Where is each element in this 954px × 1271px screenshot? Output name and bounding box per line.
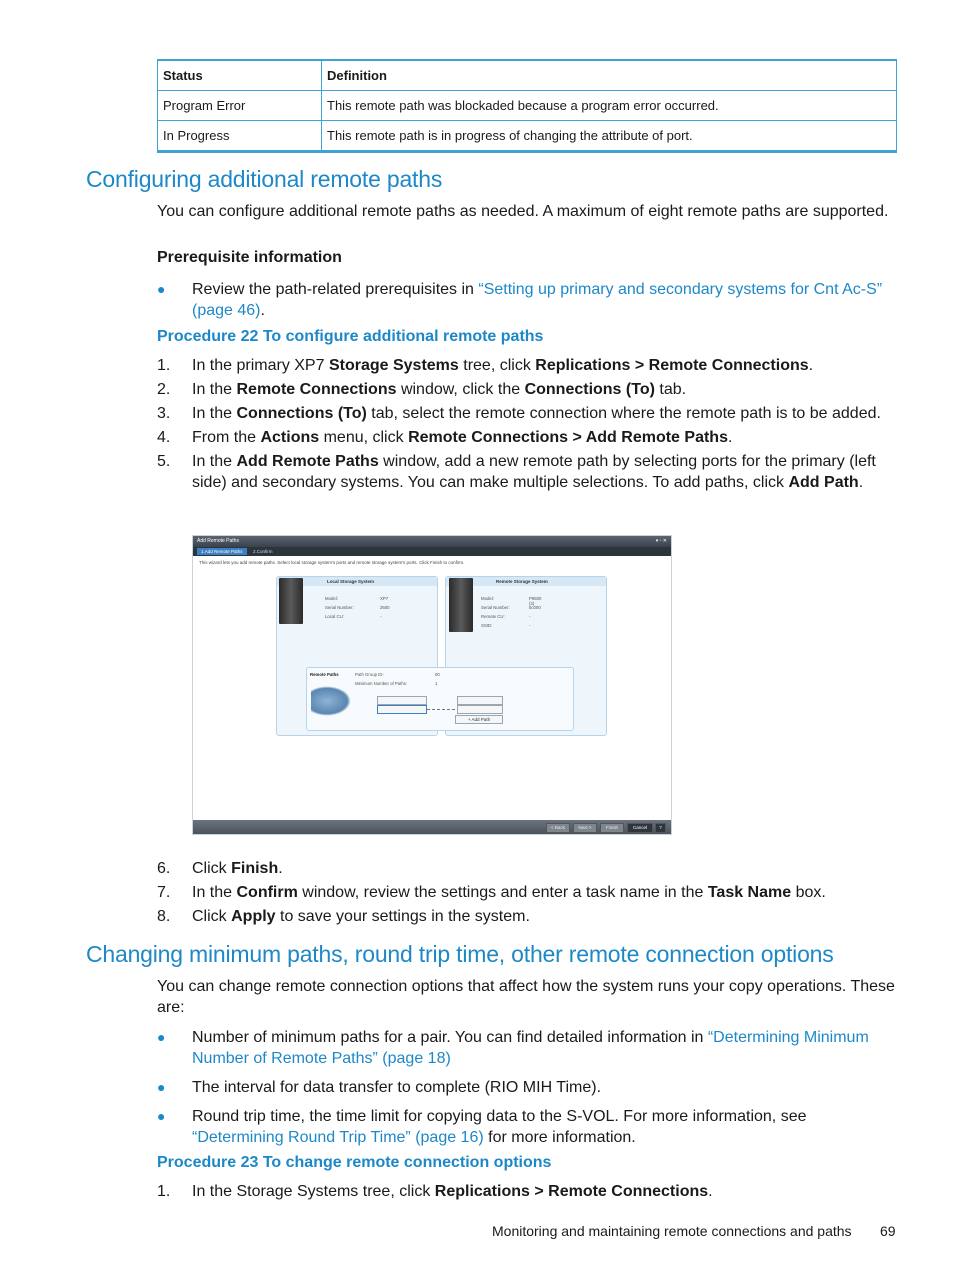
wizard-step-current: 1.Add Remote Paths (197, 548, 247, 555)
step-text: . (278, 860, 283, 877)
prerequisite-heading: Prerequisite information (157, 249, 342, 266)
step-bold: Confirm (236, 884, 298, 901)
step-bold: Replications > Remote Connections (434, 1183, 709, 1200)
table-header-row (158, 60, 897, 91)
step-text: In the Storage Systems tree, click (192, 1183, 435, 1200)
footer-title: Monitoring and maintaining remote connections and paths (492, 1223, 852, 1239)
table-row (158, 121, 897, 152)
table-header: Definition (322, 60, 897, 91)
step-bold: Connections (To) (236, 405, 367, 422)
local-server-icon (279, 578, 303, 624)
step-text: In the (192, 381, 237, 398)
remote-port-select[interactable] (457, 705, 503, 714)
step-text: to save your settings in the system. (275, 908, 530, 925)
bullet-text: Number of minimum paths for a pair. You can find detailed information in (192, 1029, 708, 1046)
wizard-button-bar (193, 820, 671, 834)
step-bold: Replications > Remote Connections (535, 357, 809, 374)
bullet-text: The interval for data transfer to complete (RIO MIH Time). (192, 1079, 602, 1096)
table-row (158, 91, 897, 121)
step-text: . (858, 474, 864, 491)
network-icon (311, 686, 351, 716)
table-cell: This remote path is in progress of changing the attribute of port. (322, 121, 897, 152)
step-item (157, 427, 897, 448)
cancel-button[interactable]: Cancel (627, 823, 653, 833)
bullet-text: Round trip time, the time limit for copying data to the S-VOL. For more information, see (192, 1108, 807, 1125)
step-text: . (708, 1183, 713, 1200)
path-connector (427, 709, 455, 710)
remote-field: SSID: - (481, 623, 531, 628)
help-icon[interactable]: ? (655, 823, 666, 833)
table-cell: Program Error (158, 91, 322, 121)
step-bold: Task Name (707, 884, 792, 901)
step-number: 2. (157, 381, 171, 398)
step-text: window, add a new remote path by selecting ports for the primary (left side) and secondary systems. You can make multiple selections. To add paths, click (192, 453, 876, 491)
step-text: In the (192, 453, 237, 470)
step-text: tree, click (458, 357, 536, 374)
step-number: 5. (157, 453, 171, 470)
step-text: Click (192, 860, 232, 877)
local-port-select[interactable] (377, 705, 427, 714)
status-table (157, 59, 897, 153)
list-item (157, 1077, 897, 1098)
bullet-tail: . (260, 302, 265, 319)
list-item (157, 1027, 897, 1069)
next-button[interactable]: Next > (573, 823, 597, 833)
bullet-icon: ● (157, 1079, 166, 1095)
step-bold: Add Remote Paths (236, 453, 379, 470)
step-item (157, 1181, 897, 1202)
window-titlebar (193, 536, 671, 547)
step-bold: Remote Connections > Add Remote Paths (408, 429, 728, 446)
step-number: 7. (157, 884, 171, 901)
wizard-intro: This wizard lets you add remote paths. Select local storage system's ports and remote storage system's ports. Click Finish to confirm. (199, 560, 465, 565)
step-number: 4. (157, 429, 171, 446)
step-text: In the (192, 884, 237, 901)
step-text: window, click the (396, 381, 525, 398)
step-item (157, 451, 897, 493)
finish-button[interactable]: Finish (600, 823, 624, 833)
list-item (157, 1106, 897, 1148)
local-storage-title: Local Storage System (277, 577, 437, 586)
minimum-paths-link[interactable]: “Determining Minimum Number of Remote Paths” (page 18) (192, 1029, 869, 1067)
step-item (157, 403, 897, 424)
step-text: In the (192, 405, 237, 422)
section-intro: You can configure additional remote paths as needed. A maximum of eight remote paths are supported. (157, 203, 889, 220)
procedure-title: Procedure 22 To configure additional remote paths (157, 328, 544, 345)
step-bold: Finish (231, 860, 279, 877)
remote-field: Serial Number: 5c000 (481, 605, 541, 610)
step-item (157, 379, 897, 400)
bullet-icon: ● (157, 1108, 166, 1124)
remote-paths-title: Remote Paths (310, 672, 339, 677)
step-bold: Actions (260, 429, 320, 446)
step-bold: Remote Connections (236, 381, 397, 398)
step-number: 1. (157, 357, 171, 374)
window-controls-icon[interactable]: ▾ ▫ ✕ (655, 538, 667, 544)
table-cell: This remote path was blockaded because a program error occurred. (322, 91, 897, 121)
local-field: Model: XP7 (325, 596, 389, 601)
table-header: Status (158, 60, 322, 91)
bullet-tail: for more information. (483, 1129, 636, 1146)
remote-storage-title: Remote Storage System (446, 577, 606, 586)
step-text: box. (791, 884, 826, 901)
window-title: Add Remote Paths (197, 538, 239, 544)
prerequisite-bullet (157, 279, 897, 321)
bullet-text: Review the path-related prerequisites in (192, 281, 479, 298)
section-heading: Changing minimum paths, round trip time, other remote connection options (86, 941, 834, 967)
procedure-title: Procedure 23 To change remote connection options (157, 1154, 552, 1171)
step-text: tab. (654, 381, 687, 398)
step-item (157, 858, 897, 879)
step-text: menu, click (319, 429, 409, 446)
bullet-icon: ● (157, 1029, 166, 1045)
step-number: 1. (157, 1183, 171, 1200)
step-text: . (727, 429, 733, 446)
step-text: From the (192, 429, 261, 446)
local-port-select[interactable] (377, 696, 427, 705)
step-text: tab, select the remote connection where the remote path is to be added. (366, 405, 881, 422)
local-field: Serial Number: 2600 (325, 605, 390, 610)
local-field: Local CU: - (325, 614, 382, 619)
remote-server-icon (449, 578, 473, 632)
step-text: In the primary XP7 (192, 357, 329, 374)
add-remote-paths-screenshot (192, 535, 672, 835)
prerequisite-link[interactable]: “Setting up primary and secondary systems for Cnt Ac-S” (page 46) (192, 281, 883, 319)
step-number: 3. (157, 405, 171, 422)
remote-field: Remote CU: - (481, 614, 531, 619)
step-text: Click (192, 908, 232, 925)
table-cell: In Progress (158, 121, 322, 152)
add-path-button[interactable]: + Add Path (455, 715, 503, 724)
step-item (157, 906, 897, 927)
step-bold: Storage Systems (328, 357, 459, 374)
section-intro: You can change remote connection options that affect how the system runs your copy operations. These are: (157, 978, 895, 1016)
paths-field: Minimum Number of Paths: 1 (355, 681, 438, 686)
paths-field: Path Group ID: 00 (355, 672, 440, 677)
step-bold: Connections (To) (524, 381, 655, 398)
remote-port-select[interactable] (457, 696, 503, 705)
bullet-icon: ● (157, 281, 166, 297)
step-bold: Add Path (788, 474, 859, 491)
step-bold: Apply (231, 908, 276, 925)
step-item (157, 355, 897, 376)
round-trip-time-link[interactable]: “Determining Round Trip Time” (page 16) (192, 1129, 484, 1146)
step-number: 8. (157, 908, 171, 925)
wizard-step-next: 2.Confirm (253, 549, 273, 554)
step-text: . (808, 357, 814, 374)
step-item (157, 882, 897, 903)
remote-field: Model: P9500 (3) (481, 596, 542, 606)
page-number: 69 (880, 1223, 896, 1239)
section-heading: Configuring additional remote paths (86, 166, 443, 192)
step-number: 6. (157, 860, 171, 877)
back-button[interactable]: < Back (546, 823, 570, 833)
step-text: window, review the settings and enter a task name in the (297, 884, 708, 901)
